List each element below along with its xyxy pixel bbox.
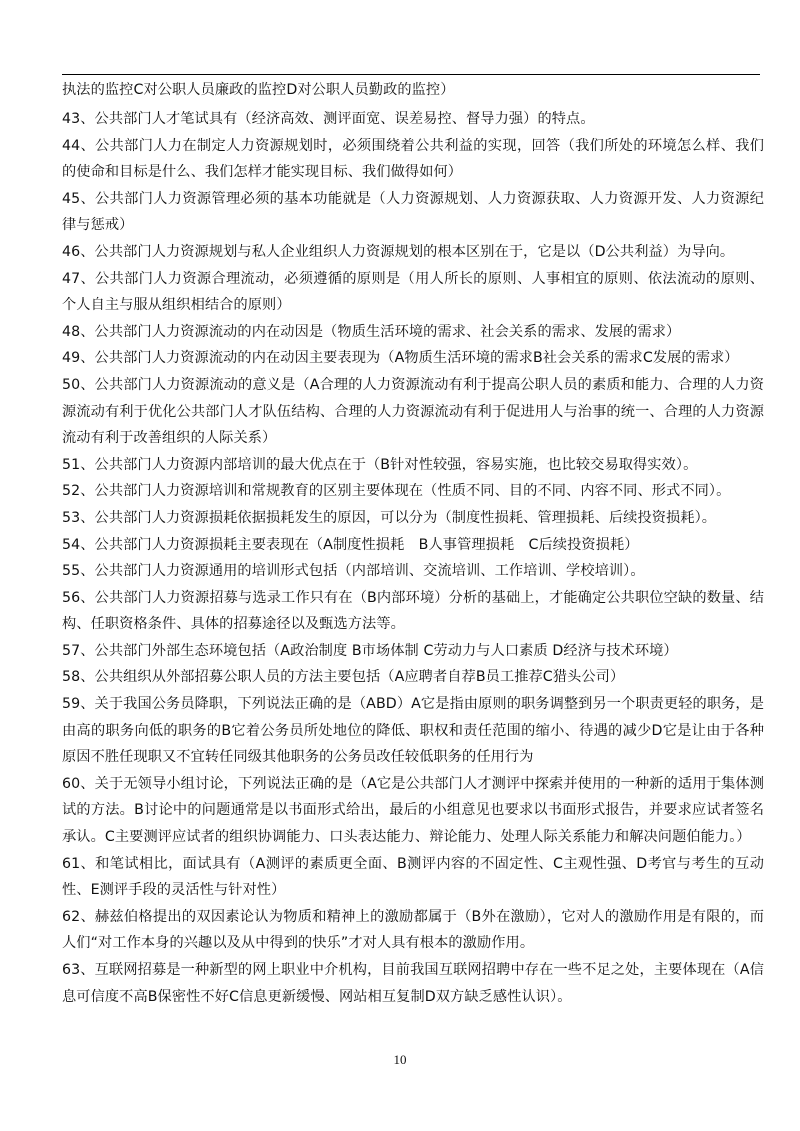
question-item-44: 44、公共部门人力在制定人力资源规划时，必须围绕着公共利益的实现，回答（我们所处的环境怎么样、我们的使命和目标是什么、我们怎样才能实现目标、我们做得如何）	[62, 137, 764, 181]
question-item-52: 52、公共部门人力资源培训和常规教育的区别主要体现在（性质不同、目的不同、内容不同、形式不同）。	[62, 483, 731, 500]
question-item-46: 46、公共部门人力资源规划与私人企业组织人力资源规划的根本区别在于，它是以（D公共利益）为导向。	[62, 243, 735, 260]
question-item-45: 45、公共部门人力资源管理必须的基本功能就是（人力资源规划、人力资源获取、人力资源开发、人力资源纪律与惩戒）	[62, 190, 764, 234]
question-item-62: 62、赫兹伯格提出的双因素论认为物质和精神上的激励都属于（B外在激励），它对人的激励作用是有限的，而人们“对工作本身的兴趣以及从中得到的快乐”才对人具有根本的激励作用。	[62, 908, 764, 952]
question-item-48: 48、公共部门人力资源流动的内在动因是（物质生活环境的需求、社会关系的需求、发展的需求）	[62, 323, 681, 340]
question-item-47: 47、公共部门人力资源合理流动，必须遵循的原则是（用人所长的原则、人事相宜的原则、依法流动的原则、个人自主与服从组织相结合的原则）	[62, 270, 764, 314]
question-item-51: 51、公共部门人力资源内部培训的最大优点在于（B针对性较强，容易实施，也比较交易取得实效）。	[62, 456, 698, 473]
question-item-55: 55、公共部门人力资源通用的培训形式包括（内部培训、交流培训、工作培训、学校培训）。	[62, 563, 645, 580]
question-item-50: 50、公共部门人力资源流动的意义是（A合理的人力资源流动有利于提高公职人员的素质和能力、合理的人力资源流动有利于优化公共部门人才队伍结构、合理的人力资源流动有利于促进用人与治事的统一、合理的人力资源流动有利于改善组织的人际关系）	[62, 376, 764, 447]
header-rule	[62, 74, 760, 75]
question-list	[62, 106, 764, 1010]
question-item-61: 61、和笔试相比，面试具有（A测评的素质更全面、B测评内容的不固定性、C主观性强、D考官与考生的互动性、E测评手段的灵活性与针对性）	[62, 855, 764, 899]
question-item-63: 63、互联网招募是一种新型的网上职业中介机构，目前我国互联网招聘中存在一些不足之处，主要体现在（A信息可信度不高B保密性不好C信息更新缓慢、网站相互复制D双方缺乏感性认识）。	[62, 962, 764, 1005]
question-item-43: 43、公共部门人才笔试具有（经济高效、测评面宽、误差易控、督导力强）的特点。	[62, 111, 595, 127]
question-item-49: 49、公共部门人力资源流动的内在动因主要表现为（A物质生活环境的需求B社会关系的需求C发展的需求）	[62, 350, 739, 367]
question-item-54: 54、公共部门人力资源损耗主要表现在（A制度性损耗 B人事管理损耗 C后续投资损耗）	[62, 536, 639, 553]
question-item-60: 60、关于无领导小组讨论，下列说法正确的是（A它是公共部门人才测评中探索并使用的一种新的适用于集体测试的方法。B讨论中的问题通常是以书面形式给出，最后的小组意见也要求以书面形式报告，并要求应试者签名承认。C主要测评应试者的组织协调能力、口头表达能力、辩论能力、处理人际关系能力和解决问题伯能力。）	[62, 775, 764, 846]
question-item-53: 53、公共部门人力资源损耗依据损耗发生的原因，可以分为（制度性损耗、管理损耗、后续投资损耗）。	[62, 509, 717, 526]
continuation-text: 执法的监控C对公职人员廉政的监控D对公职人员勤政的监控）	[62, 82, 455, 98]
question-item-58: 58、公共组织从外部招募公职人员的方法主要包括（A应聘者自荐B员工推荐C猎头公司）	[62, 669, 625, 686]
question-item-59: 59、关于我国公务员降职，下列说法正确的是（ABD）A它是指由原则的职务调整到另一个职责更轻的职务，是由高的职务向低的职务的B它着公务员所处地位的降低、职权和责任范围的缩小、待遇的减少D它是让由于各种原因不胜任现职又不宜转任同级其他职务的公务员改任较低职务的任用行为	[62, 696, 764, 766]
question-item-56: 56、公共部门人力资源招募与选录工作只有在（B内部环境）分析的基础上，才能确定公共职位空缺的数量、结构、任职资格条件、具体的招募途径以及甄选方法等。	[62, 589, 764, 633]
page-number: 10	[393, 1052, 407, 1067]
question-item-57: 57、公共部门外部生态环境包括（A政治制度 B市场体制 C劳动力与人口素质 D经济与技术环境）	[62, 642, 678, 659]
